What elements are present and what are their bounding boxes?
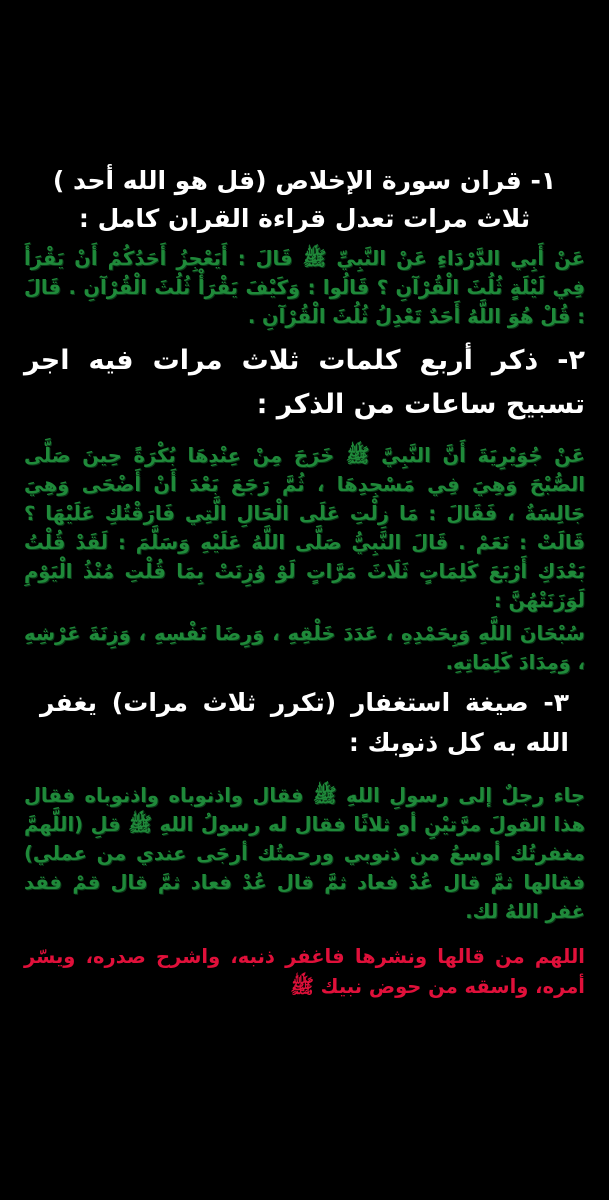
section-1-hadith [18, 244, 591, 331]
section-1-hadith-text: عَنْ أَبِي الدَّرْدَاءِ عَنْ النَّبِيِّ ﷺ قَالَ : أَيَعْجِزُ أَحَدُكُمْ أَنْ يَقْرَأَ فِي لَيْلَةٍ ثُلُثَ الْقُرْآنِ ؟ قَالُوا : وَكَيْفَ يَقْرَأْ ثُلُثَ الْقُرْآنِ . قَالَ : قُلْ هُوَ اللَّهُ أَحَدٌ تَعْدِلُ ثُلُثَ الْقُرْآنِ . [24, 247, 585, 328]
section-2-hadith-text: عَنْ جُوَيْرِيَةَ أَنَّ النَّبِيَّ ﷺ خَرَجَ مِنْ عِنْدِهَا بُكْرَةً حِينَ صَلَّى الصُّبْحَ وَهِيَ فِي مَسْجِدِهَا ، ثُمَّ رَجَعَ بَعْدَ أَنْ أَضْحَى وَهِيَ جَالِسَةٌ ، فَقَالَ : مَا زِلْتِ عَلَى الْحَالِ الَّتِي فَارَقْتُكِ عَلَيْهَا ؟ قَالَتْ : نَعَمْ . قَالَ النَّبِيُّ صَلَّى اللَّهُ عَلَيْهِ وَسَلَّمَ : لَقَدْ قُلْتُ بَعْدَكِ أَرْبَعَ كَلِمَاتٍ ثَلَاثَ مَرَّاتٍ لَوْ وُزِنَتْ بِمَا قُلْتِ مُنْذُ الْيَوْمِ لَوَزَنَتْهُنَّ : [24, 444, 585, 612]
section-2-heading: ٢- ذكر أربع كلمات ثلاث مرات فيه اجر تسبيح ساعات من الذكر : [24, 345, 585, 420]
closing-dua: اللهم من قالها ونشرها فاغفر ذنبه، واشرح صدره، ويسّر أمره، واسقه من حوض نبيك ﷺ [24, 945, 585, 998]
section-3-hadith-text: جاء رجلٌ إلى رسولِ اللهِ ﷺ فقال واذنوباه واذنوباه فقال هذا القولَ مرَّتيْنِ أو ثلاثًا فقال له رسولُ اللهِ ﷺ قلِ (اللَّهمَّ مغفرتُك أوسعُ من ذنوبي ورحمتُك أرجَى عندي من عملي) فقالها ثمَّ قال عُدْ فعاد ثمَّ قال عُدْ فعاد ثمَّ قال قمْ فقد غفر اللهُ لك. [24, 784, 585, 923]
section-2-dhikr-text: سُبْحَانَ اللَّهِ وَبِحَمْدِهِ ، عَدَدَ خَلْقِهِ ، وَرِضَا نَفْسِهِ ، وَزِنَةَ عَرْشِهِ ، وَمِدَادَ كَلِمَاتِهِ. [24, 622, 585, 674]
post-content [18, 162, 591, 1002]
section-1-heading: ١- قران سورة الإخلاص (قل هو الله أحد ) ثلاث مرات تعدل قراءة القران كامل : [52, 166, 557, 233]
section-3-hadith [18, 781, 591, 926]
section-3-heading: ٣- صيغة استغفار (تكرر ثلاث مرات) يغفر الله به كل ذنوبك : [40, 688, 569, 757]
section-2-hadith [18, 441, 591, 677]
